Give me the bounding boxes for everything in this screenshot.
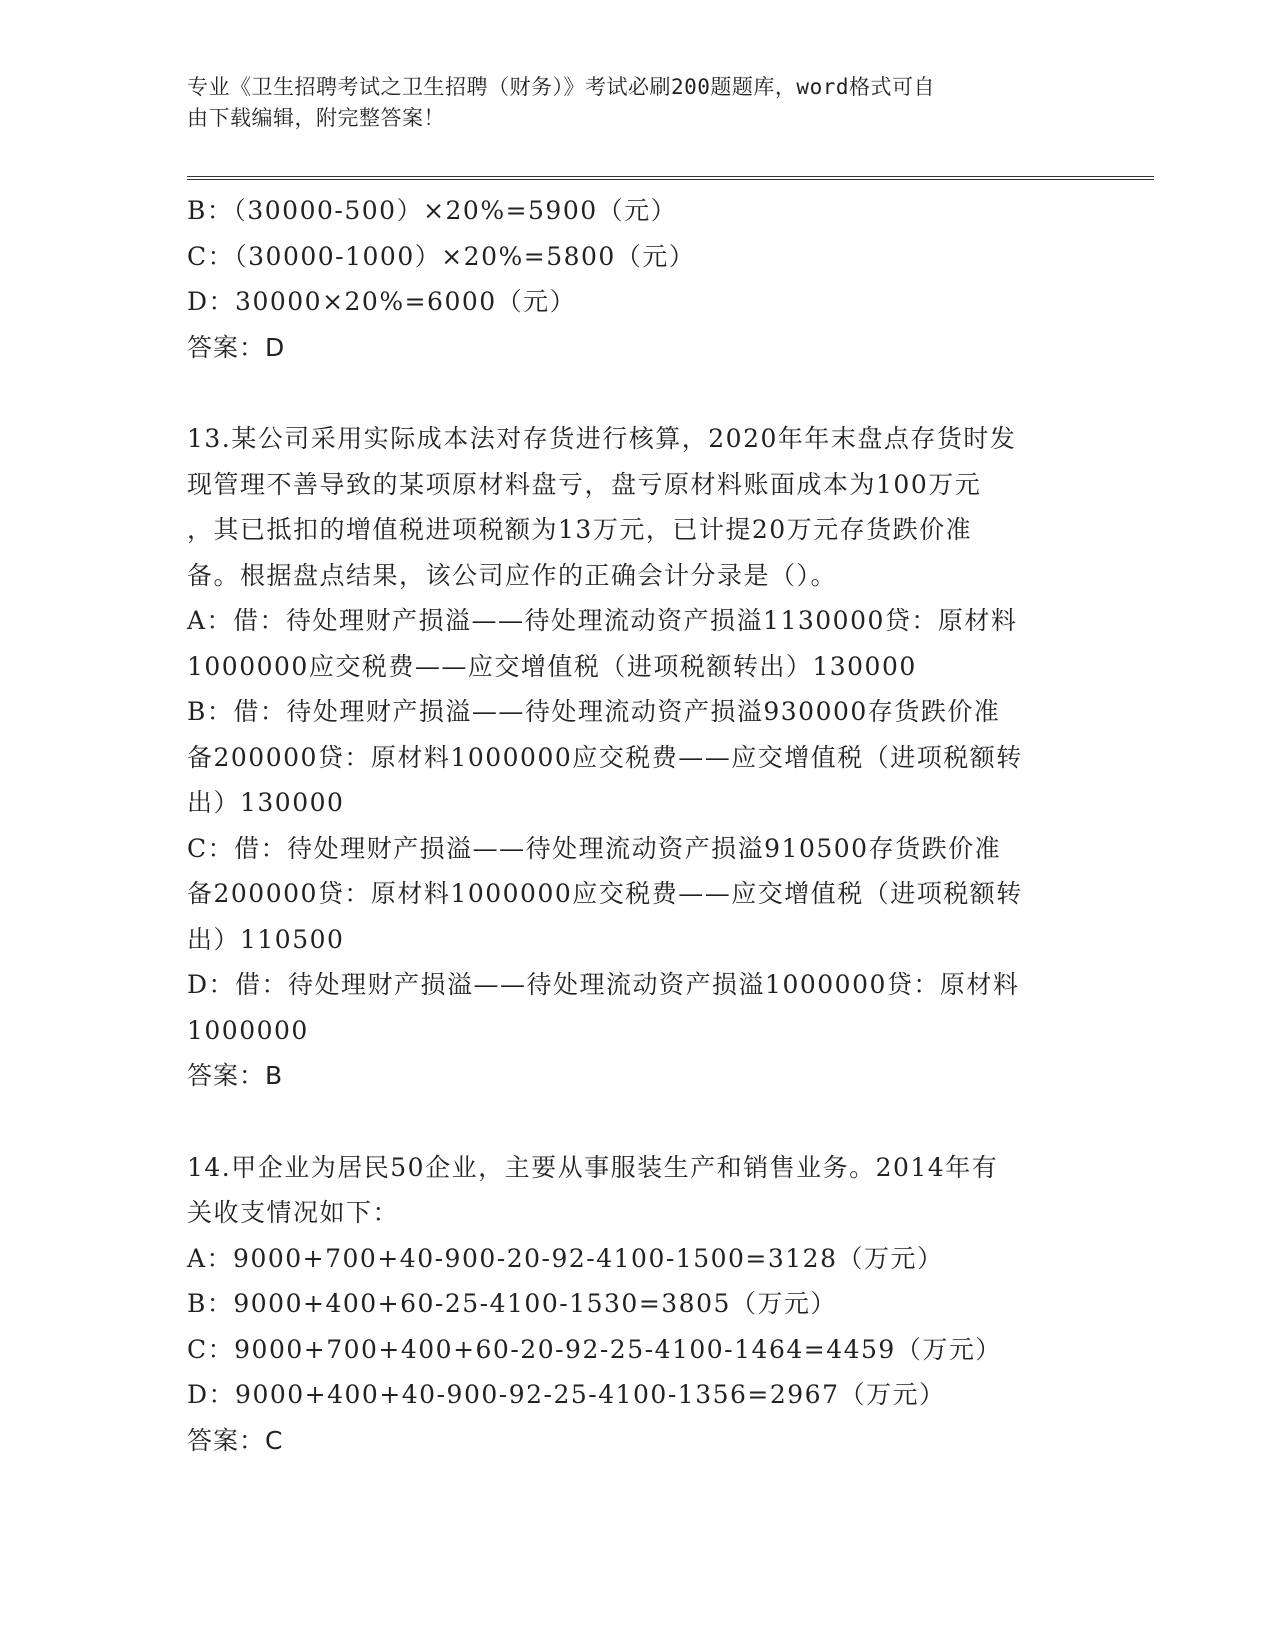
option-b: 备200000贷：原材料1000000应交税费——应交增值税（进项税额转 [187,742,1023,772]
document-body [187,188,1087,1463]
option-d: D：借：待处理财产损溢——待处理流动资产损溢1000000贷：原材料 [187,970,1020,999]
option-b: B：9000+400+60-25-4100-1530=3805（万元） [187,1289,837,1318]
question-stem: ，其已抵扣的增值税进项税额为13万元，已计提20万元存货跌价准 [187,515,973,544]
answer-line: 答案：C [187,1425,284,1455]
spacer [187,370,1087,416]
answer-line: 答案：B [187,1061,284,1090]
question-14 [187,1145,1087,1464]
spacer [187,1099,1087,1145]
option-b: 出）130000 [187,788,345,817]
option-c: C：借：待处理财产损溢——待处理流动资产损溢910500存货跌价准 [187,833,1002,863]
question-12-tail [187,188,1087,370]
document-header [187,72,1087,134]
question-13 [187,416,1087,1099]
option-d: D：9000+400+40-900-92-25-4100-1356=2967（万元） [187,1380,946,1409]
question-stem: 关收支情况如下： [187,1198,400,1227]
option-a: A：借：待处理财产损溢——待处理流动资产损溢1130000贷：原材料 [187,606,1018,635]
option-c: C：（30000-1000）×20%=5800（元） [187,241,696,271]
option-c: 出）110500 [187,924,345,954]
option-b: B：（30000-500）×20%=5900（元） [187,196,678,225]
question-stem: 14.甲企业为居民50企业，主要从事服装生产和销售业务。2014年有 [187,1152,999,1182]
question-stem: 备。根据盘点结果，该公司应作的正确会计分录是（）。 [187,560,838,590]
header-line-1: 专业《卫生招聘考试之卫生招聘（财务）》考试必刷200题题库，word格式可自 [187,75,935,99]
option-a: A：9000+700+40-900-20-92-4100-1500=3128（万元） [187,1243,944,1273]
option-c: C：9000+700+400+60-20-92-25-4100-1464=4459（万元） [187,1334,1002,1364]
header-line-2: 由下载编辑，附完整答案！ [187,106,445,130]
header-divider [187,176,1154,180]
option-d: 1000000 [187,1015,309,1045]
option-a: 1000000应交税费——应交增值税（进项税额转出）130000 [187,651,917,681]
answer-line: 答案：D [187,332,286,362]
option-b: B：借：待处理财产损溢——待处理流动资产损溢930000存货跌价准 [187,697,1001,726]
question-stem: 现管理不善导致的某项原材料盘亏，盘亏原材料账面成本为100万元 [187,469,982,499]
question-stem: 13.某公司采用实际成本法对存货进行核算，2020年年末盘点存货时发 [187,424,1017,453]
option-c: 备200000贷：原材料1000000应交税费——应交增值税（进项税额转 [187,879,1023,908]
option-d: D：30000×20%=6000（元） [187,287,577,316]
